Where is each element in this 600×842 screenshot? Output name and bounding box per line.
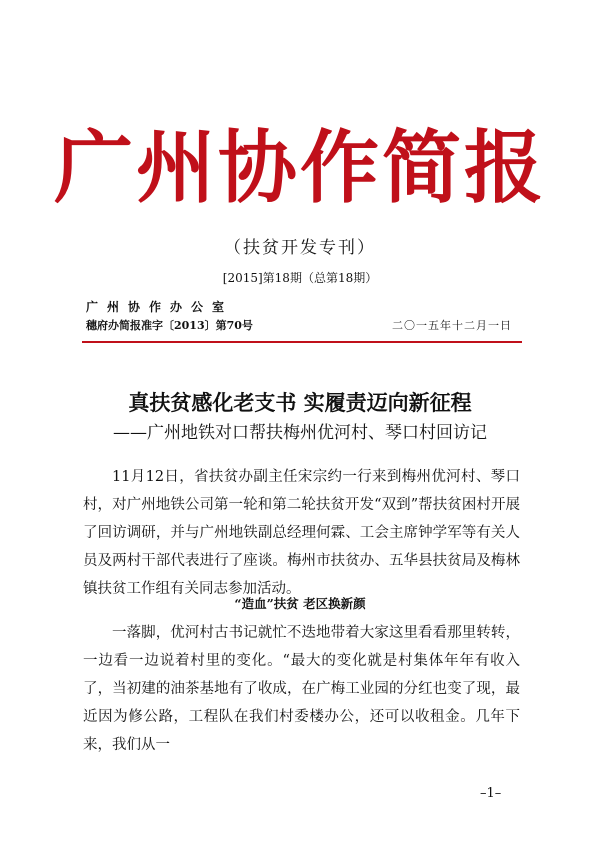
article-headline: 真扶贫感化老支书 实履责迈向新征程 [128, 390, 472, 415]
masthead-title: 广州协作简报 [54, 121, 546, 214]
page-number: –1– [480, 786, 502, 801]
article-paragraph: 一落脚，优河村古书记就忙不迭地带着大家这里看看那里转转，一边看一边说着村里的变化。“最大的变化就是村集体年年有收入了，当初建的油茶基地有了收成，在广梅工业园的分红也变了现，最近因为修公路，工程队在我们村委楼办公，还可以收租金。几年下来，我们从一 [83, 625, 520, 753]
publishing-office: 广州协作办公室 [86, 300, 234, 314]
article-paragraph: 11月12日，省扶贫办副主任宋宗约一行来到梅州优河村、琴口村，对广州地铁公司第一轮和第二轮扶贫开发“双到”帮扶贫困村开展了回访调研，并与广州地铁副总经理何霖、工会主席钟学军等有关人员及两村干部代表进行了座谈。梅州市扶贫办、五华县扶贫局及梅林镇扶贫工作组有关同志参加活动。 [83, 469, 520, 597]
section-heading: “造血”扶贫 老区换新颜 [234, 596, 366, 611]
special-issue-subtitle: （扶贫开发专刊） [224, 238, 376, 258]
publication-date: 二〇一五年十二月一日 [392, 319, 512, 332]
article-subheadline: ——广州地铁对口帮扶梅州优河村、琴口村回访记 [113, 423, 487, 443]
document-number: 穗府办简报准字〔2013〕第70号 [86, 319, 253, 332]
issue-number: [2015]第18期（总第18期） [222, 271, 378, 285]
header-divider [82, 341, 522, 343]
